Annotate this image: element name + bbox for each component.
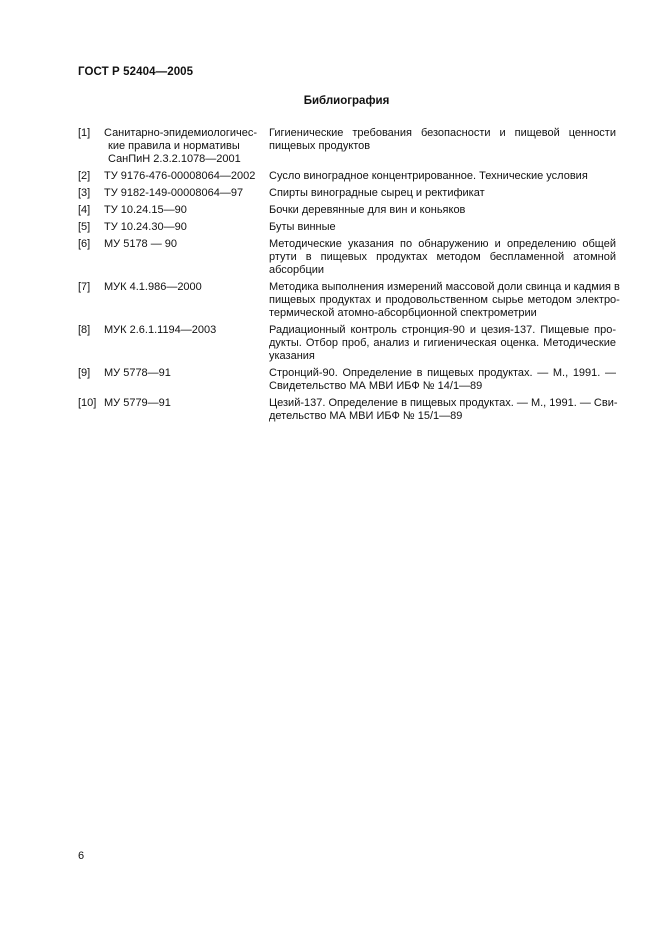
- bibliography-entry: [78, 238, 616, 277]
- entry-code-line: ТУ 10.24.15—90: [104, 204, 187, 216]
- bibliography-entry: [78, 187, 616, 200]
- bibliography-entry: [78, 324, 616, 363]
- entry-description: [269, 281, 620, 320]
- entry-code-line: кие правила и нормативы: [108, 140, 240, 152]
- entry-number: [6]: [78, 238, 91, 250]
- entry-description: [269, 127, 616, 166]
- entry-number: [9]: [78, 367, 91, 379]
- entry-code-line: ТУ 10.24.30—90: [104, 221, 187, 233]
- entry-code-line: Санитарно-эпидемиологичес-: [104, 127, 258, 139]
- entry-document-code: [104, 170, 269, 183]
- bibliography-entry: [78, 397, 616, 423]
- entry-number: [8]: [78, 324, 91, 336]
- entry-description-line: Методика выполнения измерений массовой доли свинца и кадмия в: [269, 281, 620, 293]
- bibliography-entry: [78, 367, 616, 393]
- entry-number: [5]: [78, 221, 91, 233]
- entry-description-line: детельство МА МВИ ИБФ № 15/1—89: [269, 410, 463, 422]
- entry-document-code: [104, 127, 269, 166]
- entry-code-line: МУ 5779—91: [104, 397, 171, 409]
- entry-code-line: МУК 2.6.1.1194—2003: [104, 324, 217, 336]
- entry-description-line: Цезий-137. Определение в пищевых продуктах. — М., 1991. — Сви-: [269, 397, 618, 409]
- entry-description-line: Спирты виноградные сырец и ректификат: [269, 187, 485, 199]
- entry-description-line: дукты. Отбор проб, анализ и гигиеническая оценка. Методические: [269, 337, 616, 349]
- entry-description-line: Бочки деревянные для вин и коньяков: [269, 204, 466, 216]
- entry-description-line: термической атомно-абсорбционной спектрометрии: [269, 307, 537, 319]
- entry-document-code: [104, 367, 269, 393]
- entry-description-line: Сусло виноградное концентрированное. Технические условия: [269, 170, 588, 182]
- entry-document-code: [104, 238, 269, 277]
- entry-description-line: Стронций-90. Определение в пищевых продуктах. — М., 1991. —: [269, 367, 616, 379]
- entry-description-line: абсорбции: [269, 264, 325, 276]
- entry-description-line: Радиационный контроль стронция-90 и цезия-137. Пищевые про-: [269, 324, 616, 336]
- entry-code-line: МУ 5778—91: [104, 367, 171, 379]
- bibliography-entry: [78, 221, 616, 234]
- bibliography-list: [78, 127, 620, 427]
- entry-description: [269, 367, 616, 393]
- entry-description-line: Методические указания по обнаружению и определению общей: [269, 238, 616, 250]
- entry-number: [4]: [78, 204, 91, 216]
- entry-number: [3]: [78, 187, 91, 199]
- entry-code-line: ТУ 9182-149-00008064—97: [104, 187, 244, 199]
- entry-number: [1]: [78, 127, 91, 139]
- entry-description-line: пищевых продуктов: [269, 140, 371, 152]
- bibliography-entry: [78, 127, 616, 166]
- entry-code-line: МУК 4.1.986—2000: [104, 281, 202, 293]
- entry-description-line: пищевых продуктах и продовольственном сырье методом электро-: [269, 294, 620, 306]
- entry-description: [269, 238, 616, 277]
- entry-code-line: СанПиН 2.3.2.1078—2001: [108, 153, 241, 165]
- entry-description: [269, 187, 616, 200]
- bibliography-entry: [78, 204, 616, 217]
- page-number: 6: [78, 850, 85, 862]
- entry-description-line: Гигиенические требования безопасности и пищевой ценности: [269, 127, 616, 139]
- entry-description: [269, 324, 616, 363]
- entry-document-code: [104, 221, 269, 234]
- entry-number: [7]: [78, 281, 91, 293]
- entry-description: [269, 204, 616, 217]
- entry-description: [269, 170, 616, 183]
- bibliography-entry: [78, 281, 620, 320]
- entry-description: [269, 397, 618, 423]
- section-title: Библиография: [303, 95, 390, 107]
- entry-document-code: [104, 281, 269, 320]
- document-header: ГОСТ Р 52404—2005: [78, 66, 194, 78]
- bibliography-entry: [78, 170, 616, 183]
- entry-description-line: Свидетельство МА МВИ ИБФ № 14/1—89: [269, 380, 483, 392]
- entry-number: [2]: [78, 170, 91, 182]
- entry-description-line: Буты винные: [269, 221, 336, 233]
- entry-description-line: указания: [269, 350, 315, 362]
- entry-description: [269, 221, 616, 234]
- entry-number: [10]: [78, 397, 97, 409]
- entry-code-line: МУ 5178 — 90: [104, 238, 178, 250]
- entry-document-code: [104, 324, 269, 363]
- entry-code-line: ТУ 9176-476-00008064—2002: [104, 170, 256, 182]
- entry-document-code: [104, 187, 269, 200]
- entry-document-code: [104, 204, 269, 217]
- entry-description-line: ртути в пищевых продуктах методом беспламенной атомной: [269, 251, 616, 263]
- entry-document-code: [104, 397, 269, 423]
